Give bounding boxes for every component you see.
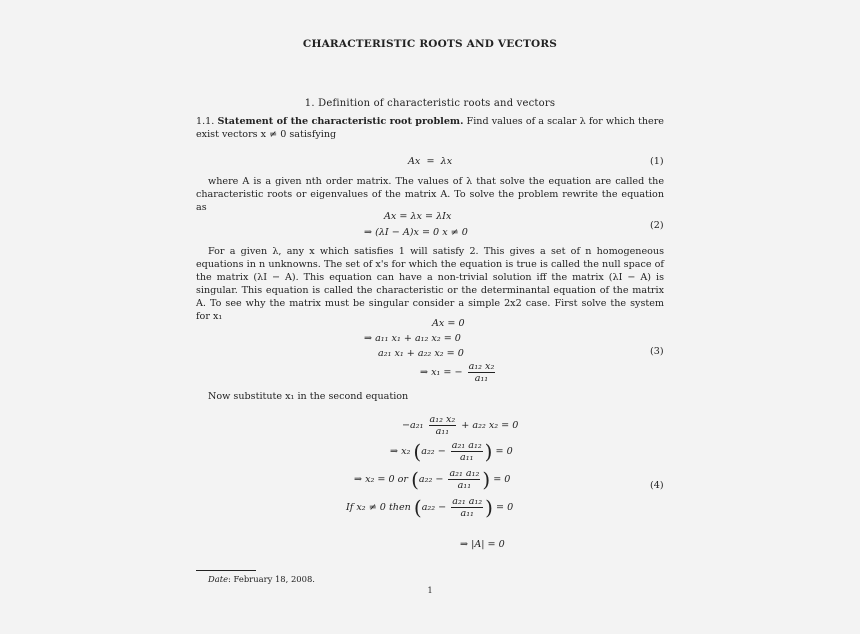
section-heading: 1. Definition of characteristic roots and vectors <box>304 98 556 109</box>
equation-3-line-1: Ax = 0 <box>432 318 465 329</box>
footnote: Date: February 18, 2008. <box>208 574 315 584</box>
equation-1: Ax = λx <box>408 156 453 167</box>
equation-3-line-3: a₂₁ x₁ + a₂₂ x₂ = 0 <box>378 348 464 359</box>
subsection-text: Find values of a scalar λ for which there exist vectors x ≠ 0 satisfying <box>196 116 664 140</box>
equation-3-line-2: ⇒ a₁₁ x₁ + a₁₂ x₂ = 0 <box>364 333 461 344</box>
equation-3-number: (3) <box>650 346 664 357</box>
equation-4-line-1: −a₂₁ $\frac{\text{a₁₂ x₂}}{\text{a₁₁}}$ + a₂₂ x₂ = 0 <box>402 414 519 437</box>
equation-2-number: (2) <box>650 220 664 231</box>
equation-1-number: (1) <box>650 156 664 167</box>
equation-4-line-4: If x₂ ≠ 0 then (a₂₂ − $\frac{\text{a₂₁ a₁₂}}{\text{a₁₁}}$ ) = 0 <box>346 495 514 520</box>
equation-4-line-5: ⇒ |A| = 0 <box>460 539 505 550</box>
subsection-title: Statement of the characteristic root problem. <box>217 116 464 127</box>
equation-4-number: (4) <box>650 480 664 491</box>
equation-2-line-1: Ax = λx = λIx <box>384 211 452 222</box>
page-number: 1 <box>427 586 433 595</box>
footnote-rule <box>196 570 256 571</box>
equation-4-line-3: ⇒ x₂ = 0 or (a₂₂ − $\frac{\text{a₂₁ a₁₂}}{\text{a₁₁}}$ ) = 0 <box>354 467 511 492</box>
equation-3-line-4: ⇒ x₁ = − $\frac{\text{a₁₂ x₂}}{\text{a₁₁}}$ <box>420 361 495 384</box>
paper-title: CHARACTERISTIC ROOTS AND VECTORS <box>302 38 558 50</box>
equation-4-line-2: ⇒ x₂ (a₂₂ − $\frac{\text{a₂₁ a₁₂}}{\text{a₁₁}}$ ) = 0 <box>390 439 513 464</box>
paragraph-4: Now substitute x₁ in the second equation <box>208 391 409 402</box>
subsection-number: 1.1. <box>196 116 215 127</box>
paragraph-3: For a given λ, any x which satisfies 1 will satisfy 2. This gives a set of n homogeneous equations in n unknowns. The set of x's for which the equation is true is called the null space of the matrix (λI − A). This equation can have a non-trivial solution iff the matrix (λI − A) is singular. This equation is called the characteristic or the determinantal equation of the matrix A. To see why the matrix must be singular consider a simple 2x2 case. First solve the system for x₁ <box>196 246 664 322</box>
subsection-paragraph <box>196 115 664 141</box>
paragraph-2: where A is a given nth order matrix. The values of λ that solve the equation are called the characteristic roots or eigenvalues of the matrix A. To solve the problem rewrite the equation as <box>196 176 664 213</box>
equation-2-line-2: ⇒ (λI − A)x = 0 x ≠ 0 <box>364 227 468 238</box>
